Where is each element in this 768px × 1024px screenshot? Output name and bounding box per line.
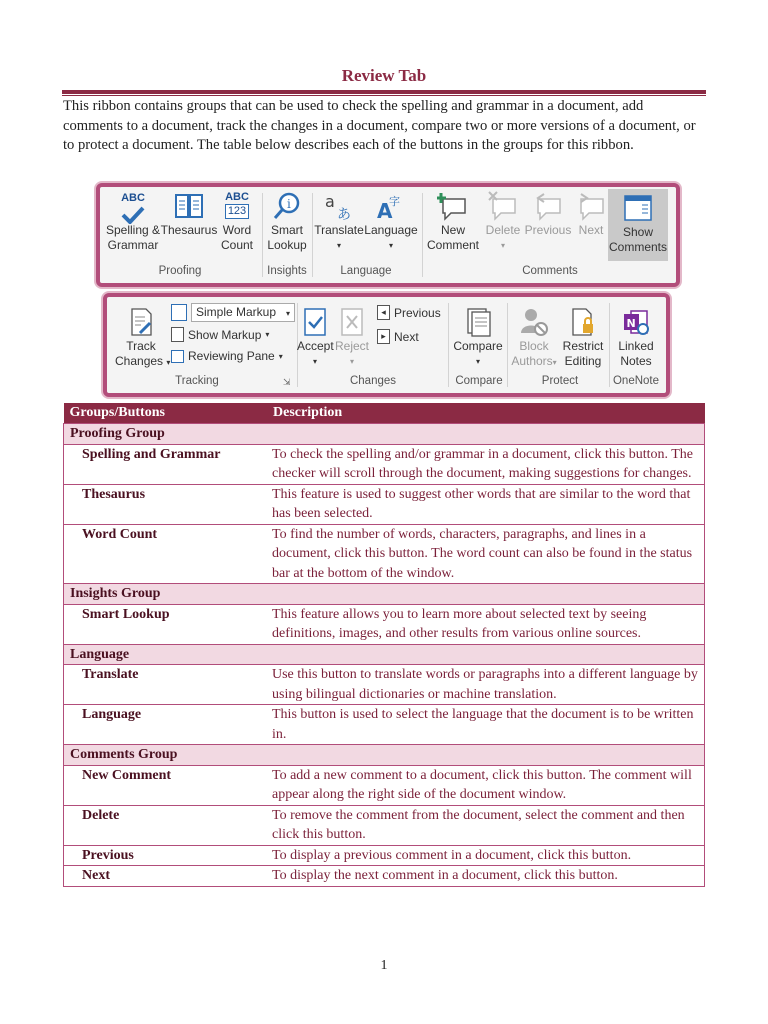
separator bbox=[609, 303, 610, 387]
next-comment-icon bbox=[574, 191, 608, 221]
svg-text:あ: あ bbox=[337, 207, 351, 221]
restrict-editing-label-2: Editing bbox=[564, 354, 602, 368]
lock-document-icon bbox=[559, 307, 607, 337]
track-changes-button[interactable] bbox=[115, 307, 171, 370]
buttons-description-table bbox=[63, 403, 705, 887]
translate-button[interactable] bbox=[314, 191, 364, 253]
group-label-proofing: Proofing bbox=[158, 265, 202, 277]
block-authors-icon bbox=[511, 307, 557, 337]
dropdown-arrow: ▾ bbox=[336, 241, 341, 250]
abc-text: ABC bbox=[121, 192, 145, 204]
linked-notes-label-2: Notes bbox=[620, 354, 652, 368]
simple-markup-label: Simple Markup bbox=[196, 305, 277, 319]
group-label-onenote: OneNote bbox=[612, 375, 660, 387]
button-name: New Comment bbox=[64, 765, 268, 805]
page-title: Review Tab bbox=[341, 66, 427, 85]
new-comment-label-2: Comment bbox=[426, 238, 479, 252]
previous-change-button[interactable] bbox=[377, 305, 441, 320]
delete-comment-button[interactable] bbox=[482, 191, 524, 253]
simple-markup-select[interactable] bbox=[191, 303, 295, 322]
separator bbox=[422, 193, 423, 277]
group-row-language bbox=[64, 644, 705, 665]
button-description: This feature is used to suggest other words that are similar to the word that has been selected. bbox=[267, 484, 705, 524]
markup-display-dropdown[interactable] bbox=[171, 303, 295, 322]
compare-icon bbox=[451, 307, 505, 337]
button-description: To find the number of words, characters, paragraphs, and lines in a document, click this button. The word count can also be found in the status bar at the bottom of the window. bbox=[267, 524, 705, 584]
show-markup-icon bbox=[171, 327, 184, 342]
word-count-icon bbox=[216, 191, 258, 221]
button-name: Language bbox=[64, 705, 268, 745]
button-name: Spelling and Grammar bbox=[64, 444, 268, 484]
accept-button[interactable] bbox=[297, 307, 333, 369]
reject-button[interactable] bbox=[335, 307, 369, 369]
header-groups-buttons: Groups/Buttons bbox=[64, 403, 268, 424]
compare-button[interactable] bbox=[451, 307, 505, 369]
separator bbox=[507, 303, 508, 387]
accept-icon bbox=[297, 307, 333, 337]
group-row-insights bbox=[64, 584, 705, 605]
previous-label: Previous bbox=[524, 223, 572, 237]
translate-label: Translate bbox=[314, 223, 364, 237]
button-description: To check the spelling and/or grammar in a document, click this button. The checker will scroll through the document, making suggestions for changes. bbox=[267, 444, 705, 484]
previous-comment-button[interactable] bbox=[522, 191, 574, 238]
svg-text:字: 字 bbox=[389, 195, 400, 208]
linked-notes-label-1: Linked bbox=[618, 339, 654, 353]
book-icon bbox=[160, 191, 218, 221]
page-number: 1 bbox=[380, 958, 388, 973]
button-name: Smart Lookup bbox=[64, 604, 268, 644]
previous-change-icon: ◂ bbox=[377, 305, 390, 320]
title-rule bbox=[62, 90, 706, 94]
button-name: Thesaurus bbox=[64, 484, 268, 524]
button-name: Translate bbox=[64, 665, 268, 705]
block-authors-label-2-wrap bbox=[511, 354, 557, 370]
delete-comment-icon bbox=[482, 191, 524, 221]
previous-change-label: Previous bbox=[394, 305, 441, 320]
table-header-row bbox=[64, 403, 705, 424]
reject-icon bbox=[335, 307, 369, 337]
button-description: To display the next comment in a document, click this button. bbox=[267, 866, 705, 887]
word-count-label-1: Word bbox=[222, 223, 252, 237]
show-markup-button[interactable] bbox=[171, 327, 269, 342]
track-changes-label-2-wrap bbox=[115, 354, 171, 370]
language-label: Language bbox=[364, 223, 418, 237]
group-name: Proofing Group bbox=[64, 424, 705, 445]
spelling-label-2: Grammar bbox=[107, 238, 159, 252]
button-name: Next bbox=[64, 866, 268, 887]
dropdown-arrow: ▾ bbox=[552, 358, 557, 367]
reviewing-pane-label: Reviewing Pane bbox=[188, 349, 275, 363]
search-icon bbox=[264, 191, 310, 221]
separator bbox=[312, 193, 313, 277]
word-count-button[interactable] bbox=[216, 191, 258, 253]
restrict-editing-label-1: Restrict bbox=[562, 339, 604, 353]
smart-lookup-button[interactable] bbox=[264, 191, 310, 253]
button-description: To display a previous comment in a document, click this button. bbox=[267, 845, 705, 866]
table-row bbox=[64, 484, 705, 524]
accept-label: Accept bbox=[297, 339, 334, 353]
group-row-proofing bbox=[64, 424, 705, 445]
button-description: This feature allows you to learn more about selected text by seeing definitions, images, and other results from various online sources. bbox=[267, 604, 705, 644]
show-markup-label: Show Markup bbox=[188, 327, 262, 342]
table-row bbox=[64, 444, 705, 484]
table-row bbox=[64, 845, 705, 866]
header-description: Description bbox=[267, 403, 705, 424]
reject-label: Reject bbox=[335, 339, 370, 353]
group-label-comments: Comments bbox=[522, 265, 578, 277]
title-rule-thin bbox=[62, 95, 706, 96]
table-row bbox=[64, 765, 705, 805]
block-authors-button[interactable] bbox=[511, 307, 557, 370]
svg-text:N: N bbox=[626, 317, 636, 330]
num-text: 123 bbox=[225, 204, 249, 219]
separator bbox=[448, 303, 449, 387]
table-row bbox=[64, 604, 705, 644]
abc-text-2: ABC bbox=[225, 191, 249, 203]
dialog-launcher-icon[interactable]: ⇲ bbox=[283, 377, 291, 387]
translate-icon bbox=[314, 191, 364, 221]
linked-notes-button[interactable] bbox=[613, 307, 659, 369]
new-comment-icon bbox=[424, 191, 482, 221]
table-row bbox=[64, 705, 705, 745]
button-description: Use this button to translate words or paragraphs into a different language by using bilingual dictionaries or machine translation. bbox=[267, 665, 705, 705]
track-changes-label-2: Changes bbox=[115, 354, 164, 368]
next-label: Next bbox=[578, 223, 604, 237]
show-comments-icon bbox=[608, 193, 668, 223]
dropdown-arrow: ▾ bbox=[286, 309, 291, 318]
table-row bbox=[64, 524, 705, 584]
group-name: Insights Group bbox=[64, 584, 705, 605]
next-change-icon: ▸ bbox=[377, 329, 390, 344]
dropdown-arrow: ▾ bbox=[265, 330, 270, 339]
spelling-check-icon bbox=[104, 191, 162, 221]
previous-comment-icon bbox=[522, 191, 574, 221]
group-label-compare: Compare bbox=[455, 375, 503, 387]
button-name: Delete bbox=[64, 805, 268, 845]
track-changes-label-1: Track bbox=[126, 339, 156, 353]
word-count-label-2: Count bbox=[220, 238, 254, 252]
group-label-language: Language bbox=[340, 265, 392, 277]
group-row-comments bbox=[64, 745, 705, 766]
reviewing-pane-icon bbox=[171, 350, 184, 363]
group-label-tracking: Tracking bbox=[175, 375, 219, 387]
next-change-button[interactable] bbox=[377, 329, 419, 344]
svg-text:A: A bbox=[377, 199, 393, 221]
table-row bbox=[64, 665, 705, 705]
reviewing-pane-button[interactable] bbox=[171, 349, 283, 363]
button-description: This button is used to select the language that the document is to be written in. bbox=[267, 705, 705, 745]
dropdown-arrow: ▾ bbox=[166, 358, 171, 367]
button-name: Previous bbox=[64, 845, 268, 866]
thesaurus-label: Thesaurus bbox=[160, 223, 218, 237]
show-comments-button[interactable] bbox=[608, 189, 668, 261]
onenote-icon bbox=[613, 307, 659, 337]
dropdown-arrow: ▾ bbox=[349, 357, 354, 366]
dropdown-arrow: ▾ bbox=[500, 241, 505, 250]
group-label-insights: Insights bbox=[267, 265, 307, 277]
table-row bbox=[64, 805, 705, 845]
restrict-editing-button[interactable] bbox=[559, 307, 607, 369]
thesaurus-button[interactable] bbox=[160, 191, 218, 238]
new-comment-label-1: New bbox=[440, 223, 465, 237]
dropdown-arrow: ▾ bbox=[312, 357, 317, 366]
group-name: Comments Group bbox=[64, 745, 705, 766]
group-name: Language bbox=[64, 644, 705, 665]
spelling-grammar-button[interactable] bbox=[104, 191, 162, 253]
group-label-changes: Changes bbox=[349, 375, 397, 387]
next-comment-button[interactable] bbox=[574, 191, 608, 238]
dropdown-arrow: ▾ bbox=[388, 241, 393, 250]
intro-paragraph: This ribbon contains groups that can be used to check the spelling and grammar in a document, add comments to a document, track the changes in a document, compare two or more versions of a document, or to protect a document. The table below describes each of the buttons in the groups for this ribbon. bbox=[63, 98, 696, 153]
smart-lookup-label-1: Smart bbox=[270, 223, 303, 237]
smart-lookup-label-2: Lookup bbox=[267, 238, 307, 252]
language-button[interactable] bbox=[364, 191, 418, 253]
show-comments-label-2: Comments bbox=[608, 240, 667, 254]
dropdown-arrow: ▾ bbox=[278, 351, 283, 361]
dropdown-arrow: ▾ bbox=[475, 357, 480, 366]
spelling-label-1: Spelling & bbox=[105, 223, 161, 237]
compare-label: Compare bbox=[453, 339, 503, 353]
next-change-label: Next bbox=[394, 329, 419, 344]
block-authors-label-1: Block bbox=[519, 339, 549, 353]
review-ribbon-top bbox=[96, 183, 680, 287]
button-description: To remove the comment from the document, select the comment and then click this button. bbox=[267, 805, 705, 845]
delete-label: Delete bbox=[485, 223, 521, 237]
language-icon bbox=[364, 191, 418, 221]
button-name: Word Count bbox=[64, 524, 268, 584]
review-ribbon-bottom bbox=[103, 293, 670, 397]
block-authors-label-2: Authors bbox=[511, 354, 553, 368]
svg-text:a: a bbox=[325, 192, 335, 211]
group-label-protect: Protect bbox=[541, 375, 579, 387]
svg-text:i: i bbox=[287, 197, 291, 211]
track-changes-icon bbox=[115, 307, 167, 337]
show-comments-label-1: Show bbox=[622, 225, 654, 239]
markup-icon bbox=[171, 304, 187, 321]
new-comment-button[interactable] bbox=[424, 191, 482, 253]
table-row bbox=[64, 866, 705, 887]
button-description: To add a new comment to a document, click this button. The comment will appear along the right side of the document window. bbox=[267, 765, 705, 805]
